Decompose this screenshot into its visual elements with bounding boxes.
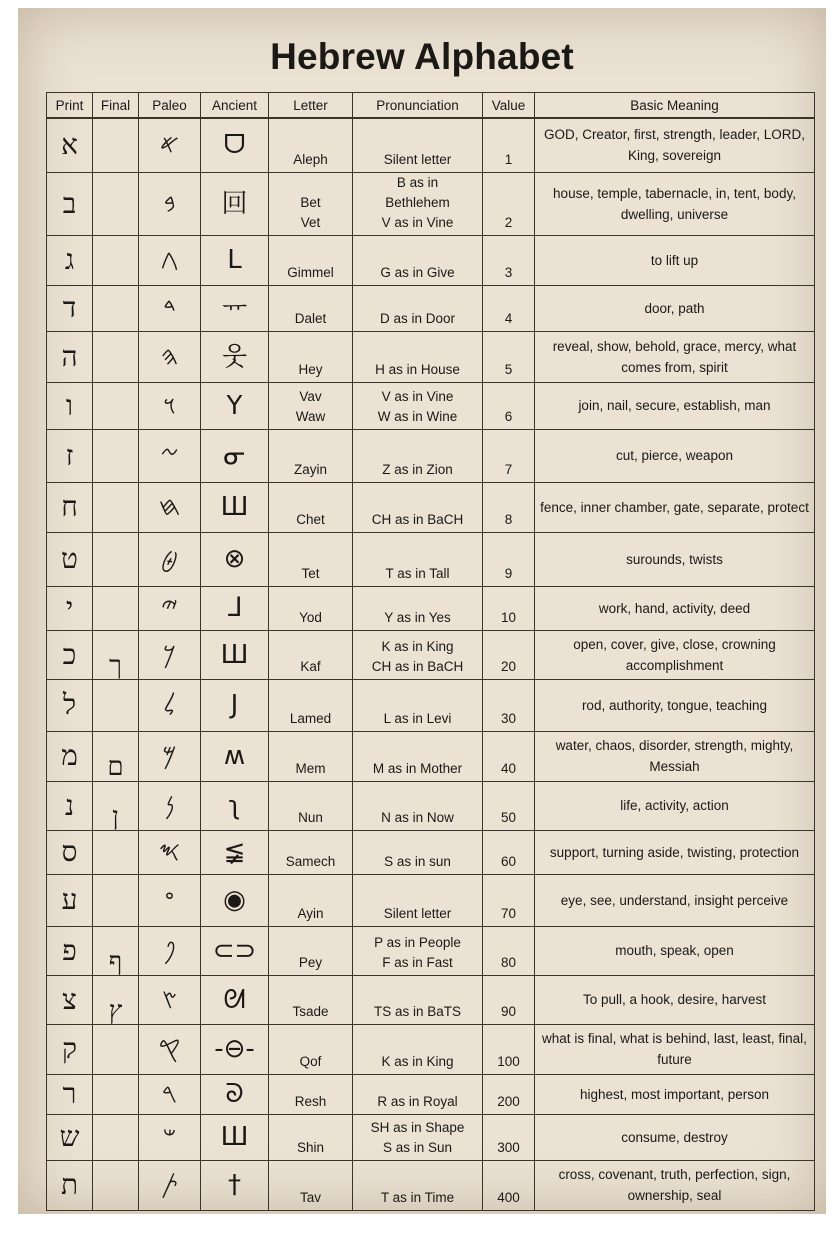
table-row	[47, 285, 815, 331]
numeric-value: 30	[483, 679, 535, 731]
table-row	[47, 679, 815, 731]
numeric-value: 40	[483, 731, 535, 781]
letter-name: Shin	[269, 1114, 353, 1160]
basic-meaning: door, path	[535, 285, 815, 331]
table-row	[47, 926, 815, 975]
pronunciation: Y as in Yes	[353, 586, 483, 630]
numeric-value: 90	[483, 975, 535, 1024]
basic-meaning: cut, pierce, weapon	[535, 429, 815, 482]
pronunciation: M as in Mother	[353, 731, 483, 781]
table-row	[47, 382, 815, 429]
basic-meaning: fence, inner chamber, gate, separate, protect	[535, 482, 815, 532]
basic-meaning: life, activity, action	[535, 781, 815, 830]
basic-meaning: mouth, speak, open	[535, 926, 815, 975]
paleo-glyph: 𐤓	[139, 1074, 201, 1114]
print-glyph: ס	[47, 830, 93, 874]
numeric-value: 4	[483, 285, 535, 331]
table-row	[47, 532, 815, 586]
pronunciation: G as in Give	[353, 235, 483, 285]
basic-meaning: consume, destroy	[535, 1114, 815, 1160]
final-glyph	[93, 331, 139, 382]
ancient-glyph: 回	[201, 172, 269, 235]
table-row	[47, 731, 815, 781]
numeric-value: 80	[483, 926, 535, 975]
ancient-glyph: -⊖-	[201, 1024, 269, 1074]
pronunciation: T as in Time	[353, 1160, 483, 1210]
letter-name: Nun	[269, 781, 353, 830]
final-glyph: ף	[93, 926, 139, 975]
ancient-glyph: ᘛ	[201, 975, 269, 1024]
header-print: Print	[47, 93, 93, 119]
letter-name: Kaf	[269, 630, 353, 679]
letter-name: Tav	[269, 1160, 353, 1210]
numeric-value: 6	[483, 382, 535, 429]
letter-name: Tsade	[269, 975, 353, 1024]
pronunciation: Silent letter	[353, 118, 483, 172]
numeric-value: 200	[483, 1074, 535, 1114]
final-glyph	[93, 1024, 139, 1074]
ancient-glyph: Ш	[201, 1114, 269, 1160]
basic-meaning: GOD, Creator, first, strength, leader, LORD, King, sovereign	[535, 118, 815, 172]
paleo-glyph: 𐤈	[139, 532, 201, 586]
basic-meaning: house, temple, tabernacle, in, tent, body, dwelling, universe	[535, 172, 815, 235]
paleo-glyph: 𐤀	[139, 118, 201, 172]
table-row	[47, 830, 815, 874]
letter-name: Mem	[269, 731, 353, 781]
basic-meaning: water, chaos, disorder, strength, mighty, Messiah	[535, 731, 815, 781]
print-glyph: צ	[47, 975, 93, 1024]
pronunciation: P as in People F as in Fast	[353, 926, 483, 975]
header-paleo: Paleo	[139, 93, 201, 119]
ancient-glyph: ᗜ	[201, 118, 269, 172]
numeric-value: 9	[483, 532, 535, 586]
print-glyph: ג	[47, 235, 93, 285]
paleo-glyph: 𐤎	[139, 830, 201, 874]
print-glyph: ב	[47, 172, 93, 235]
paleo-glyph: 𐤋	[139, 679, 201, 731]
ancient-glyph: L	[201, 235, 269, 285]
basic-meaning: what is final, what is behind, last, least, final, future	[535, 1024, 815, 1074]
print-glyph: נ	[47, 781, 93, 830]
basic-meaning: work, hand, activity, deed	[535, 586, 815, 630]
ancient-glyph: Ш	[201, 482, 269, 532]
header-row	[47, 93, 815, 119]
table-row	[47, 429, 815, 482]
header-value: Value	[483, 93, 535, 119]
letter-name: Zayin	[269, 429, 353, 482]
paleo-glyph: 𐤆	[139, 429, 201, 482]
numeric-value: 10	[483, 586, 535, 630]
table-row	[47, 172, 815, 235]
pronunciation: R as in Royal	[353, 1074, 483, 1114]
print-glyph: ו	[47, 382, 93, 429]
ancient-glyph: ⊗	[201, 532, 269, 586]
header-final: Final	[93, 93, 139, 119]
print-glyph: כ	[47, 630, 93, 679]
numeric-value: 2	[483, 172, 535, 235]
final-glyph	[93, 235, 139, 285]
basic-meaning: rod, authority, tongue, teaching	[535, 679, 815, 731]
paleo-glyph: 𐤁	[139, 172, 201, 235]
final-glyph	[93, 118, 139, 172]
letter-name: Gimmel	[269, 235, 353, 285]
basic-meaning: to lift up	[535, 235, 815, 285]
letter-name: Vav Waw	[269, 382, 353, 429]
final-glyph: ן	[93, 781, 139, 830]
pronunciation: N as in Now	[353, 781, 483, 830]
pronunciation: B as in Bethlehem V as in Vine	[353, 172, 483, 235]
basic-meaning: open, cover, give, close, crowning accomplishment	[535, 630, 815, 679]
pronunciation: L as in Levi	[353, 679, 483, 731]
ancient-glyph: 웃	[201, 331, 269, 382]
final-glyph	[93, 679, 139, 731]
letter-name: Ayin	[269, 874, 353, 926]
final-glyph	[93, 532, 139, 586]
pronunciation: Silent letter	[353, 874, 483, 926]
final-glyph	[93, 429, 139, 482]
print-glyph: י	[47, 586, 93, 630]
table-row	[47, 1114, 815, 1160]
print-glyph: ח	[47, 482, 93, 532]
letter-name: Qof	[269, 1024, 353, 1074]
basic-meaning: join, nail, secure, establish, man	[535, 382, 815, 429]
print-glyph: ר	[47, 1074, 93, 1114]
ancient-glyph: ≨	[201, 830, 269, 874]
pronunciation: V as in Vine W as in Wine	[353, 382, 483, 429]
print-glyph: ז	[47, 429, 93, 482]
header-meaning: Basic Meaning	[535, 93, 815, 119]
letter-name: Bet Vet	[269, 172, 353, 235]
final-glyph	[93, 285, 139, 331]
pronunciation: K as in King CH as in BaCH	[353, 630, 483, 679]
table-row	[47, 1024, 815, 1074]
poster	[18, 8, 826, 1214]
header-pronunciation: Pronunciation	[353, 93, 483, 119]
final-glyph	[93, 586, 139, 630]
letter-name: Samech	[269, 830, 353, 874]
final-glyph: ך	[93, 630, 139, 679]
letter-name: Aleph	[269, 118, 353, 172]
table-row	[47, 118, 815, 172]
pronunciation: S as in sun	[353, 830, 483, 874]
paleo-glyph: 𐤉	[139, 586, 201, 630]
print-glyph: ת	[47, 1160, 93, 1210]
page-title: Hebrew Alphabet	[270, 36, 574, 77]
pronunciation: H as in House	[353, 331, 483, 382]
basic-meaning: highest, most important, person	[535, 1074, 815, 1114]
ancient-glyph: ᅲ	[201, 285, 269, 331]
pronunciation: K as in King	[353, 1024, 483, 1074]
letter-name: Yod	[269, 586, 353, 630]
paleo-glyph: 𐤏	[139, 874, 201, 926]
paleo-glyph: 𐤍	[139, 781, 201, 830]
letter-name: Dalet	[269, 285, 353, 331]
final-glyph	[93, 1160, 139, 1210]
letter-name: Lamed	[269, 679, 353, 731]
print-glyph: מ	[47, 731, 93, 781]
basic-meaning: reveal, show, behold, grace, mercy, what comes from, spirit	[535, 331, 815, 382]
paleo-glyph: 𐤇	[139, 482, 201, 532]
print-glyph: פ	[47, 926, 93, 975]
print-glyph: ש	[47, 1114, 93, 1160]
print-glyph: ל	[47, 679, 93, 731]
table-row	[47, 630, 815, 679]
table-row	[47, 586, 815, 630]
print-glyph: א	[47, 118, 93, 172]
ancient-glyph: ʍ	[201, 731, 269, 781]
paleo-glyph: 𐤊	[139, 630, 201, 679]
paleo-glyph: 𐤒	[139, 1024, 201, 1074]
ancient-glyph: J	[201, 679, 269, 731]
table-row	[47, 1074, 815, 1114]
pronunciation: TS as in BaTS	[353, 975, 483, 1024]
basic-meaning: cross, covenant, truth, perfection, sign, ownership, seal	[535, 1160, 815, 1210]
ancient-glyph: Y	[201, 382, 269, 429]
letter-name: Hey	[269, 331, 353, 382]
paleo-glyph: 𐤂	[139, 235, 201, 285]
numeric-value: 5	[483, 331, 535, 382]
paleo-glyph: 𐤐	[139, 926, 201, 975]
ancient-glyph: ◉	[201, 874, 269, 926]
letter-name: Chet	[269, 482, 353, 532]
header-letter: Letter	[269, 93, 353, 119]
letter-name: Resh	[269, 1074, 353, 1114]
numeric-value: 400	[483, 1160, 535, 1210]
final-glyph: ץ	[93, 975, 139, 1024]
final-glyph	[93, 172, 139, 235]
table-row	[47, 1160, 815, 1210]
table-row	[47, 781, 815, 830]
numeric-value: 20	[483, 630, 535, 679]
print-glyph: ה	[47, 331, 93, 382]
numeric-value: 1	[483, 118, 535, 172]
numeric-value: 50	[483, 781, 535, 830]
pronunciation: CH as in BaCH	[353, 482, 483, 532]
print-glyph: ק	[47, 1024, 93, 1074]
table-row	[47, 482, 815, 532]
print-glyph: ט	[47, 532, 93, 586]
final-glyph	[93, 874, 139, 926]
paleo-glyph: 𐤅	[139, 382, 201, 429]
table-row	[47, 874, 815, 926]
table-row	[47, 331, 815, 382]
final-glyph	[93, 1074, 139, 1114]
print-glyph: ע	[47, 874, 93, 926]
pronunciation: Z as in Zion	[353, 429, 483, 482]
paleo-glyph: 𐤌	[139, 731, 201, 781]
numeric-value: 7	[483, 429, 535, 482]
basic-meaning: eye, see, understand, insight perceive	[535, 874, 815, 926]
ancient-glyph: ⊂⊃	[201, 926, 269, 975]
ancient-glyph: Ш	[201, 630, 269, 679]
pronunciation: D as in Door	[353, 285, 483, 331]
table-row	[47, 975, 815, 1024]
final-glyph	[93, 482, 139, 532]
numeric-value: 8	[483, 482, 535, 532]
ancient-glyph: ᓂ	[201, 429, 269, 482]
letter-name: Pey	[269, 926, 353, 975]
paleo-glyph: 𐤔	[139, 1114, 201, 1160]
ancient-glyph: †	[201, 1160, 269, 1210]
paleo-glyph: 𐤕	[139, 1160, 201, 1210]
paleo-glyph: 𐤄	[139, 331, 201, 382]
numeric-value: 300	[483, 1114, 535, 1160]
final-glyph	[93, 1114, 139, 1160]
table-row	[47, 235, 815, 285]
paleo-glyph: 𐤑	[139, 975, 201, 1024]
header-ancient: Ancient	[201, 93, 269, 119]
pronunciation: SH as in Shape S as in Sun	[353, 1114, 483, 1160]
letter-name: Tet	[269, 532, 353, 586]
ancient-glyph: ʅ	[201, 781, 269, 830]
basic-meaning: support, turning aside, twisting, protection	[535, 830, 815, 874]
alphabet-table	[46, 92, 815, 1211]
numeric-value: 100	[483, 1024, 535, 1074]
numeric-value: 70	[483, 874, 535, 926]
numeric-value: 60	[483, 830, 535, 874]
paleo-glyph: 𐤃	[139, 285, 201, 331]
numeric-value: 3	[483, 235, 535, 285]
basic-meaning: surounds, twists	[535, 532, 815, 586]
final-glyph	[93, 382, 139, 429]
final-glyph	[93, 830, 139, 874]
final-glyph: ם	[93, 731, 139, 781]
pronunciation: T as in Tall	[353, 532, 483, 586]
ancient-glyph: ᘐ	[201, 1074, 269, 1114]
print-glyph: ד	[47, 285, 93, 331]
basic-meaning: To pull, a hook, desire, harvest	[535, 975, 815, 1024]
ancient-glyph: ᒧ	[201, 586, 269, 630]
